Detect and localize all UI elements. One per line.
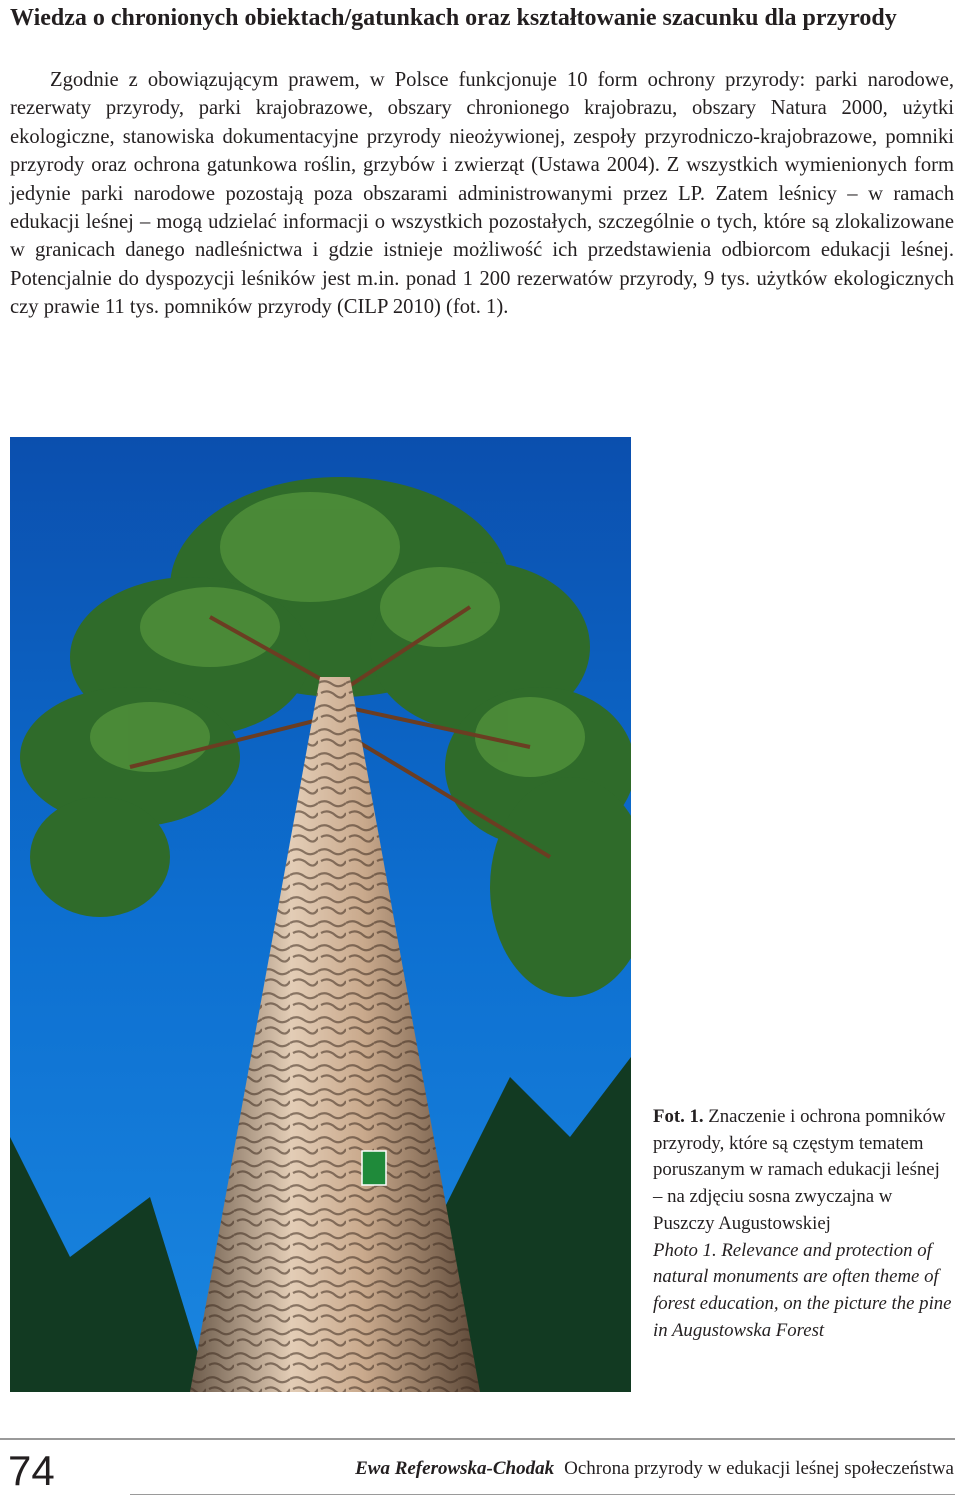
page-number: 74 — [8, 1447, 55, 1494]
caption-english: Photo 1. Relevance and protection of natural monuments are often theme of forest education, on the picture the pine in Augustowska Forest — [653, 1239, 952, 1341]
footer-title: Ochrona przyrody w edukacji leśnej społeczeństwa — [564, 1458, 954, 1479]
footer-underline — [130, 1494, 955, 1495]
caption-polish: Znaczenie i ochrona pomników przyrody, które są częstym tematem poruszanym w ramach edukacji leśnej – na zdjęciu sosna zwyczajna w Puszczy Augustowskiej — [653, 1106, 946, 1234]
caption-label: Fot. 1. — [653, 1106, 704, 1127]
pine-tree-photo — [10, 437, 631, 1392]
footer-divider — [0, 1438, 955, 1440]
footer-author: Ewa Referowska-Chodak — [355, 1458, 555, 1479]
photo-caption — [653, 1104, 953, 1344]
running-footer — [355, 1456, 954, 1482]
body-paragraph: Zgodnie z obowiązującym prawem, w Polsce funkcjonuje 10 form ochrony przyrody: parki narodowe, rezerwaty przyrody, parki krajobrazowe, obszary chronionego krajobrazu, obszary Natura 2000, użytki ekologiczne, stanowiska dokumentacyjne przyrody nieożywionej, zespoły przyrodniczo-krajobrazowe, pomniki przyrody oraz ochrona gatunkowa roślin, grzybów i zwierząt (Ustawa 2004). Z wszystkich wymienionych form jedynie parki narodowe pozostają poza obszarami administrowanymi przez LP. Zatem leśnicy – w ramach edukacji leśnej – mogą udzielać informacji o wszystkich pozostałych, szczególnie o tych, które są zlokalizowane w granicach danego nadleśnictwa i gdzie istnieje możliwość ich przedstawienia odbiorcom edukacji leśnej. Potencjalnie do dyspozycji leśników jest m.in. ponad 1 200 rezerwatów przyrody, 9 tys. użytków ekologicznych czy prawie 11 tys. pomników przyrody (CILP 2010) (fot. 1). — [10, 69, 954, 319]
section-heading: Wiedza o chronionych obiektach/gatunkach oraz kształtowanie szacunku dla przyrody — [10, 5, 897, 31]
